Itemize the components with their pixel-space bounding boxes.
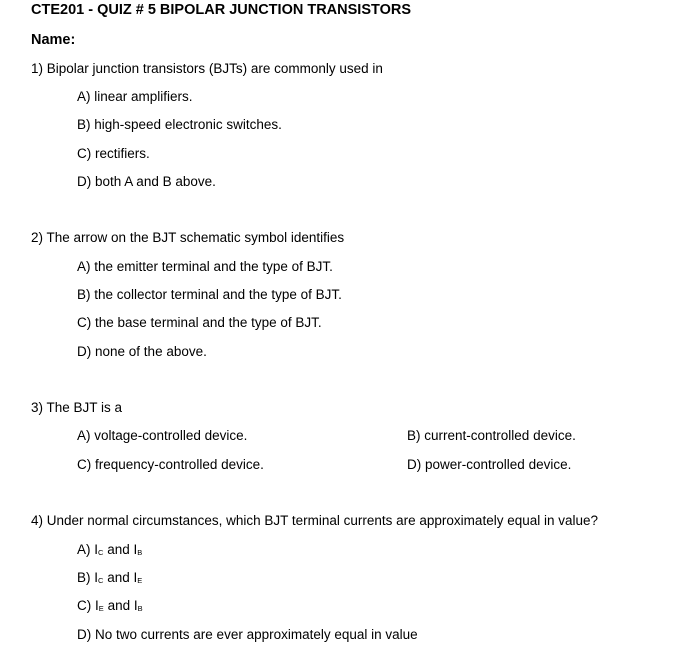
option-text: rectifiers. xyxy=(95,146,150,161)
question-4 xyxy=(31,513,598,529)
option-letter: B) xyxy=(77,117,91,132)
option-text: high-speed electronic switches. xyxy=(94,117,282,132)
option-conjunction: and xyxy=(107,542,130,557)
option-conjunction: and xyxy=(107,598,131,613)
current-symbol: $I_E$ xyxy=(95,598,104,613)
name-label: Name: xyxy=(31,32,76,48)
current-symbol: $I_C$ xyxy=(94,542,104,557)
question-number: 2) xyxy=(31,230,44,245)
option-letter: D) xyxy=(407,457,422,472)
q4-option-d xyxy=(77,627,418,643)
option-text: linear amplifiers. xyxy=(94,89,193,104)
current-symbol: $I_C$ xyxy=(94,570,104,585)
option-letter: D) xyxy=(77,627,92,642)
option-text: No two currents are ever approximately equal in value xyxy=(95,627,418,642)
option-letter: D) xyxy=(77,174,92,189)
q3-option-b xyxy=(407,428,576,444)
question-3 xyxy=(31,400,122,416)
current-symbol: $I_E$ xyxy=(133,570,143,585)
option-letter: A) xyxy=(77,428,91,443)
option-text: power-controlled device. xyxy=(425,457,572,472)
option-letter: C) xyxy=(77,146,92,161)
q2-option-b xyxy=(77,287,342,303)
question-number: 4) xyxy=(31,513,44,528)
current-symbol: $I_B$ xyxy=(133,542,143,557)
option-conjunction: and xyxy=(107,570,130,585)
q1-option-b xyxy=(77,117,282,133)
q3-option-a xyxy=(77,428,247,444)
option-letter: C) xyxy=(77,315,92,330)
quiz-title: CTE201 - QUIZ # 5 BIPOLAR JUNCTION TRANSISTORS xyxy=(31,2,412,18)
q4-option-a xyxy=(77,542,142,558)
option-text: the base terminal and the type of BJT. xyxy=(95,315,322,330)
q1-option-d xyxy=(77,174,216,190)
q2-option-c xyxy=(77,315,322,331)
option-text: current-controlled device. xyxy=(424,428,576,443)
question-text: The arrow on the BJT schematic symbol identifies xyxy=(46,230,345,245)
option-text: both A and B above. xyxy=(95,174,216,189)
q4-option-c xyxy=(77,598,143,614)
option-text: the collector terminal and the type of BJT. xyxy=(94,287,342,302)
question-number: 1) xyxy=(31,61,44,76)
option-text: the emitter terminal and the type of BJT. xyxy=(94,259,333,274)
option-letter: C) xyxy=(77,457,92,472)
q1-option-c xyxy=(77,146,150,162)
current-symbol: $I_B$ xyxy=(133,598,143,613)
option-text: none of the above. xyxy=(95,344,207,359)
question-2 xyxy=(31,230,344,246)
q2-option-a xyxy=(77,259,333,275)
option-letter: B) xyxy=(407,428,421,443)
q3-option-d xyxy=(407,457,571,473)
option-letter: A) xyxy=(77,542,91,557)
question-text: The BJT is a xyxy=(46,400,123,415)
option-letter: C) xyxy=(77,598,92,613)
question-number: 3) xyxy=(31,400,44,415)
q4-option-b xyxy=(77,570,142,586)
option-text: voltage-controlled device. xyxy=(94,428,248,443)
question-1 xyxy=(31,61,383,77)
q2-option-d xyxy=(77,344,207,360)
question-text: Bipolar junction transistors (BJTs) are commonly used in xyxy=(46,61,383,76)
option-letter: D) xyxy=(77,344,92,359)
q1-option-a xyxy=(77,89,193,105)
option-letter: A) xyxy=(77,89,91,104)
option-letter: A) xyxy=(77,259,91,274)
option-letter: B) xyxy=(77,570,91,585)
question-text: Under normal circumstances, which BJT terminal currents are approximately equal in value? xyxy=(46,513,599,528)
q3-option-c xyxy=(77,457,264,473)
option-text: frequency-controlled device. xyxy=(95,457,264,472)
option-letter: B) xyxy=(77,287,91,302)
